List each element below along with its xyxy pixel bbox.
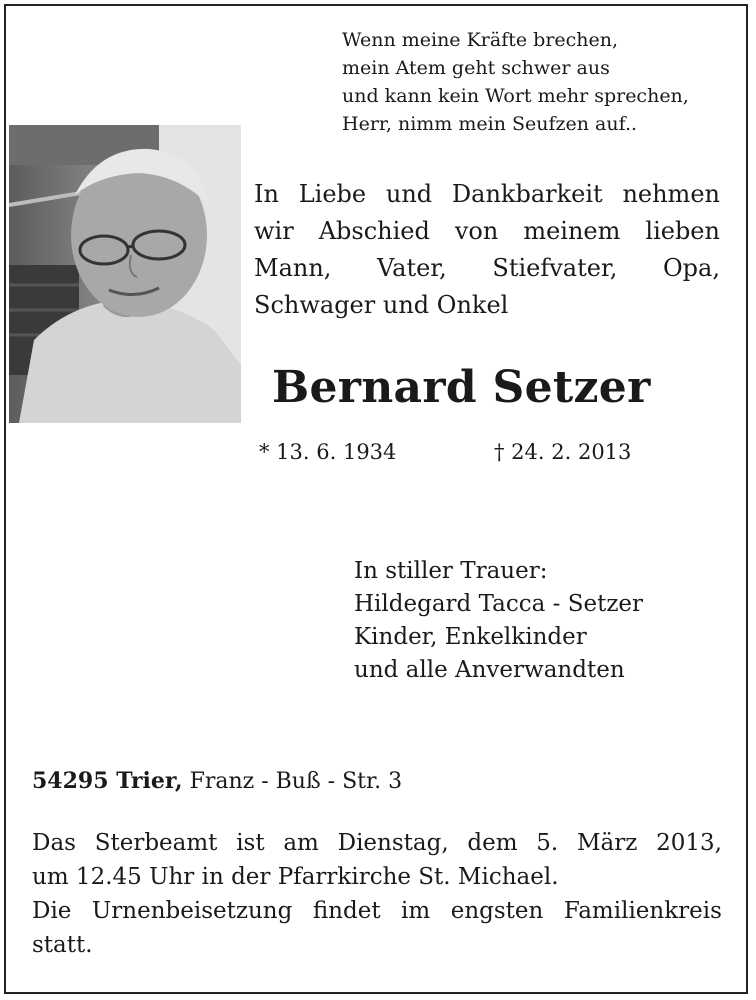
word: März <box>577 830 638 856</box>
mourner-line: In stiller Trauer: <box>354 558 548 584</box>
word: dem <box>467 830 518 856</box>
mourner-line: Hildegard Tacca - Setzer <box>354 591 644 617</box>
word: im <box>401 898 431 924</box>
word: Das <box>32 830 76 856</box>
verse-line: Wenn meine Kräfte brechen, <box>342 29 619 51</box>
word: Familienkreis <box>563 898 722 924</box>
intro-line-4: Schwager und Onkel <box>254 291 509 319</box>
word: Urnenbeisetzung <box>91 898 293 924</box>
word: Dienstag, <box>337 830 449 856</box>
word: meinem <box>523 217 621 245</box>
word: und <box>385 180 433 208</box>
funeral-line-3 <box>32 894 722 928</box>
intro-text <box>254 176 720 324</box>
deceased-name: Bernard Setzer <box>272 362 651 413</box>
word: engsten <box>450 898 544 924</box>
funeral-line-1 <box>32 826 722 860</box>
word: ist <box>236 830 265 856</box>
verse-line: Herr, nimm mein Seufzen auf.. <box>342 113 638 135</box>
death-date: † 24. 2. 2013 <box>494 440 632 464</box>
word: Die <box>32 898 72 924</box>
word: Dankbarkeit <box>451 180 603 208</box>
funeral-line-4: statt. <box>32 932 93 958</box>
word: von <box>454 217 499 245</box>
intro-line-1 <box>254 176 720 213</box>
word: Stiefvater, <box>492 254 618 282</box>
mourner-line: Kinder, Enkelkinder <box>354 624 587 650</box>
funeral-line-2: um 12.45 Uhr in der Pfarrkirche St. Michael. <box>32 864 559 890</box>
verse-line: mein Atem geht schwer aus <box>342 57 610 79</box>
intro-line-3 <box>254 250 720 287</box>
portrait-image <box>9 125 241 423</box>
word: 5. <box>536 830 559 856</box>
word: Opa, <box>663 254 720 282</box>
word: In <box>254 180 279 208</box>
portrait-photo <box>9 125 241 423</box>
word: nehmen <box>622 180 720 208</box>
word: Mann, <box>254 254 332 282</box>
word: findet <box>312 898 381 924</box>
funeral-info <box>32 826 722 962</box>
word: 2013, <box>656 830 722 856</box>
word: Vater, <box>377 254 447 282</box>
verse <box>342 26 689 138</box>
birth-date: * 13. 6. 1934 <box>259 440 397 464</box>
intro-line-2 <box>254 213 720 250</box>
word: Abschied <box>318 217 430 245</box>
word: Liebe <box>298 180 367 208</box>
verse-line: und kann kein Wort mehr sprechen, <box>342 85 689 107</box>
word: Sterbeamt <box>94 830 218 856</box>
word: lieben <box>645 217 720 245</box>
word: wir <box>254 217 294 245</box>
address-city: 54295 Trier, <box>32 768 183 794</box>
address-street: Franz - Buß - Str. 3 <box>189 769 403 794</box>
mourners <box>354 555 643 687</box>
address <box>32 768 402 794</box>
mourner-line: und alle Anverwandten <box>354 657 625 683</box>
word: am <box>283 830 319 856</box>
